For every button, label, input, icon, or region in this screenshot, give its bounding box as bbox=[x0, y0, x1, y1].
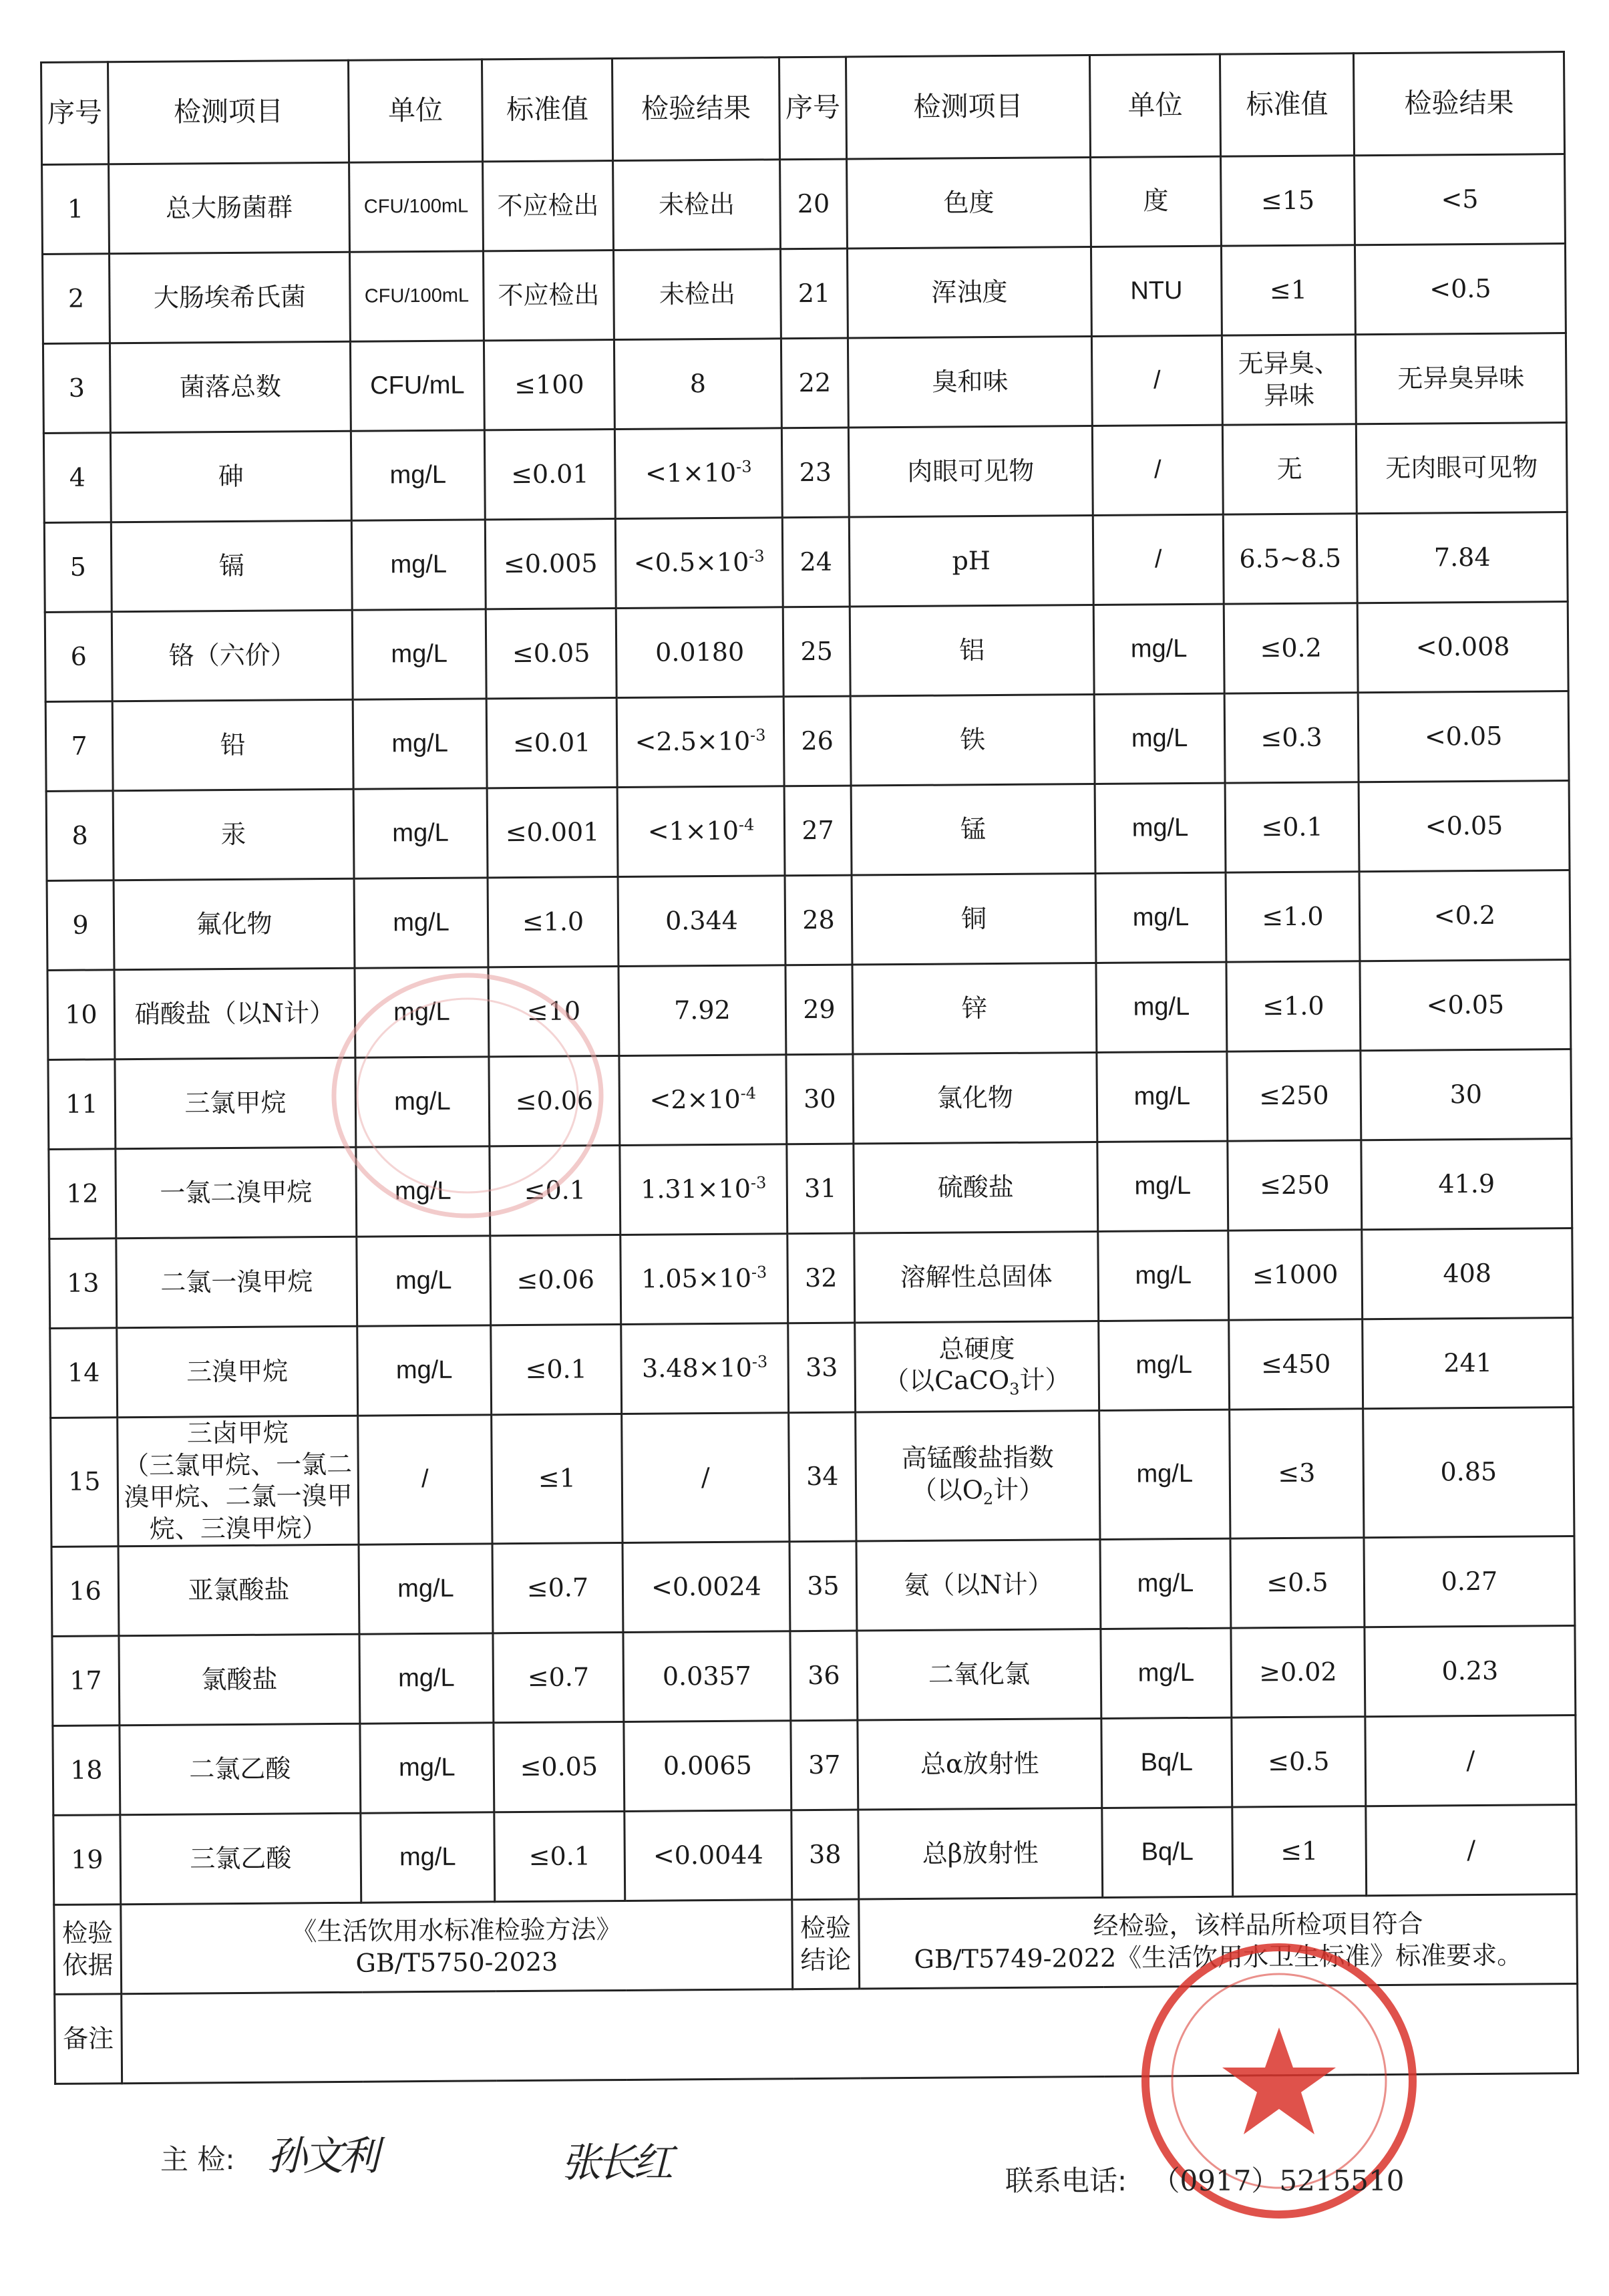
row-standard: ≤0.05 bbox=[486, 609, 616, 699]
row-seq-2: 20 bbox=[780, 159, 848, 249]
row-result-2: <5 bbox=[1355, 154, 1566, 245]
row-standard-2: ≤1 bbox=[1221, 245, 1355, 335]
row-result-exp: -3 bbox=[751, 1352, 768, 1372]
row-unit: mg/L bbox=[351, 430, 485, 520]
row-standard: ≤0.1 bbox=[491, 1324, 622, 1414]
row-unit-2: / bbox=[1093, 514, 1224, 605]
row-item-2: 二氧化氯 bbox=[857, 1629, 1101, 1720]
row-result: <0.0044 bbox=[624, 1810, 792, 1901]
row-seq: 17 bbox=[52, 1636, 120, 1726]
row-result-2: / bbox=[1366, 1805, 1577, 1896]
row-item: 大肠埃希氏菌 bbox=[110, 252, 351, 343]
row-unit: mg/L bbox=[351, 520, 486, 610]
row-result: 未检出 bbox=[613, 160, 781, 251]
row-result-2: 7.84 bbox=[1357, 512, 1568, 603]
table-row bbox=[43, 423, 1567, 523]
basis-label-text: 检验 依据 bbox=[61, 1918, 114, 1980]
inspector-label: 主 检: bbox=[160, 2143, 235, 2176]
row-result-2: <0.05 bbox=[1358, 691, 1569, 782]
row-unit: mg/L bbox=[357, 1236, 491, 1326]
row-result: 0.0357 bbox=[623, 1631, 791, 1722]
row-standard: ≤0.05 bbox=[494, 1721, 624, 1812]
row-standard: ≤0.01 bbox=[486, 697, 617, 788]
row-result bbox=[616, 697, 784, 788]
table-row bbox=[47, 870, 1570, 971]
table-row bbox=[43, 244, 1566, 344]
row-seq-2: 22 bbox=[781, 338, 848, 428]
row-standard-2: ≤0.1 bbox=[1225, 782, 1359, 872]
header-row bbox=[41, 52, 1565, 165]
row-item: 铬（六价） bbox=[112, 610, 353, 701]
row-standard-2: 无异臭、 异味 bbox=[1222, 335, 1356, 425]
row-item: 氟化物 bbox=[114, 878, 355, 970]
row-unit: mg/L bbox=[360, 1723, 494, 1813]
row-item-2: 铝 bbox=[850, 605, 1094, 697]
table-row bbox=[52, 1626, 1576, 1726]
col-seq: 序号 bbox=[41, 62, 109, 165]
row-seq: 10 bbox=[47, 970, 115, 1060]
row-item-2-line2 bbox=[860, 1474, 1096, 1510]
row-seq-2: 33 bbox=[788, 1323, 856, 1413]
row-standard: ≤0.1 bbox=[490, 1145, 620, 1235]
row-item-2: pH bbox=[849, 516, 1093, 607]
row-result: 8 bbox=[614, 339, 781, 430]
row-unit: CFU/100mL bbox=[349, 162, 484, 252]
table-row bbox=[48, 1049, 1572, 1150]
inspector-signature-text: 孙文利 bbox=[267, 2133, 375, 2180]
row-standard: ≤1.0 bbox=[488, 876, 618, 967]
basis-text bbox=[121, 1900, 793, 1994]
faint-stamp-icon bbox=[314, 962, 621, 1229]
phone-label: 联系电话: bbox=[1005, 2164, 1127, 2197]
conclusion-label bbox=[792, 1899, 860, 1989]
row-result-exp: -3 bbox=[750, 1173, 767, 1193]
row-seq: 14 bbox=[50, 1328, 118, 1418]
row-standard: ≤0.06 bbox=[489, 1055, 620, 1146]
row-unit: mg/L bbox=[359, 1544, 493, 1634]
row-item-2: 色度 bbox=[847, 158, 1091, 249]
row-standard-2: 无 bbox=[1222, 424, 1357, 514]
row-standard: ≤100 bbox=[484, 340, 614, 430]
row-seq: 15 bbox=[51, 1418, 118, 1547]
row-item-2-line2a: （以CaCO bbox=[884, 1365, 1010, 1396]
row-seq: 9 bbox=[47, 880, 114, 971]
row-standard-2: ≤250 bbox=[1227, 1051, 1361, 1141]
row-standard: ≤0.005 bbox=[485, 519, 616, 609]
basis-line-1: 《生活饮用水标准检验方法》 bbox=[291, 1914, 622, 1947]
basis-line-2: GB/T5750-2023 bbox=[355, 1947, 558, 1978]
row-item-2-sub: 2 bbox=[982, 1489, 994, 1508]
row-result bbox=[619, 1055, 787, 1146]
row-item-2: 浑浊度 bbox=[847, 247, 1091, 339]
row-result-base: 1.05×10 bbox=[641, 1263, 752, 1294]
row-unit: CFU/100mL bbox=[350, 251, 484, 341]
row-seq: 5 bbox=[44, 522, 112, 613]
row-seq-2: 37 bbox=[791, 1720, 858, 1810]
row-result: 0.344 bbox=[618, 876, 785, 967]
conclusion-line-2: GB/T5749-2022《生活饮用水卫生标准》标准要求。 bbox=[914, 1940, 1523, 1974]
row-seq: 16 bbox=[51, 1546, 119, 1637]
row-unit-2: 度 bbox=[1091, 156, 1222, 247]
row-unit-2: Bq/L bbox=[1102, 1807, 1233, 1897]
row-item-2-line1: 高锰酸盐指数 bbox=[901, 1442, 1054, 1474]
row-seq: 12 bbox=[49, 1149, 116, 1239]
row-item: 二氯乙酸 bbox=[120, 1724, 361, 1815]
row-seq: 7 bbox=[45, 701, 113, 792]
col-item-2: 检测项目 bbox=[846, 55, 1090, 160]
row-item: 硝酸盐（以N计） bbox=[114, 968, 355, 1059]
phone-value: （0917）5215510 bbox=[1151, 2164, 1405, 2197]
row-standard: ≤0.1 bbox=[494, 1811, 625, 1901]
row-seq-2: 35 bbox=[789, 1541, 857, 1631]
row-unit: mg/L bbox=[353, 788, 488, 878]
row-result-2: <0.05 bbox=[1360, 960, 1571, 1051]
table-row bbox=[53, 1805, 1577, 1905]
row-unit: mg/L bbox=[354, 878, 488, 968]
col-item: 检测项目 bbox=[108, 60, 349, 164]
row-item-2: 硫酸盐 bbox=[854, 1142, 1098, 1233]
row-seq-2: 21 bbox=[780, 249, 848, 339]
row-item: 氯酸盐 bbox=[119, 1634, 360, 1726]
conclusion-line-1: 经检验，该样品所检项目符合 bbox=[1093, 1909, 1423, 1941]
row-item: 三氯甲烷 bbox=[115, 1057, 356, 1149]
row-result-base: 1.31×10 bbox=[641, 1174, 751, 1204]
results-table bbox=[40, 51, 1579, 2085]
table-row bbox=[49, 1228, 1573, 1329]
row-item: 砷 bbox=[110, 431, 351, 522]
col-unit: 单位 bbox=[348, 59, 482, 162]
row-seq: 11 bbox=[48, 1059, 116, 1150]
row-unit: mg/L bbox=[357, 1325, 492, 1416]
row-item: 一氯二溴甲烷 bbox=[116, 1147, 357, 1239]
row-item-2: 氨（以N计） bbox=[856, 1539, 1101, 1631]
table-row bbox=[46, 781, 1570, 881]
row-result-base: 3.48×10 bbox=[641, 1353, 753, 1383]
row-standard: ≤0.06 bbox=[490, 1235, 621, 1325]
row-item: 三卤甲烷 （三氯甲烷、一氯二溴甲烷、二氯一溴甲烷、三溴甲烷） bbox=[118, 1416, 359, 1546]
row-unit-2: mg/L bbox=[1099, 1320, 1230, 1410]
col-unit-2: 单位 bbox=[1089, 54, 1220, 157]
row-result: 0.0065 bbox=[624, 1721, 791, 1812]
row-unit: mg/L bbox=[355, 1057, 490, 1147]
row-unit-2: mg/L bbox=[1100, 1538, 1231, 1629]
row-standard-2: ≤0.3 bbox=[1224, 693, 1359, 783]
table-row bbox=[42, 154, 1566, 255]
row-seq-2: 27 bbox=[784, 786, 852, 876]
reviewer-signature-text: 张长红 bbox=[561, 2140, 669, 2186]
row-seq-2: 30 bbox=[786, 1054, 854, 1144]
row-result-2: 0.23 bbox=[1365, 1626, 1576, 1717]
col-standard: 标准值 bbox=[482, 59, 612, 162]
row-result-2: 0.85 bbox=[1363, 1408, 1574, 1538]
footer-inspector bbox=[160, 2138, 235, 2178]
row-seq-2: 24 bbox=[782, 517, 850, 607]
row-unit-2: mg/L bbox=[1093, 604, 1224, 694]
row-standard-2: ≤1000 bbox=[1228, 1230, 1363, 1320]
row-result-exp: -3 bbox=[749, 546, 765, 566]
conclusion-label-text: 检验 结论 bbox=[799, 1913, 852, 1975]
row-item-2 bbox=[856, 1410, 1100, 1541]
row-seq-2: 38 bbox=[791, 1810, 859, 1900]
row-result-base: <1×10 bbox=[645, 458, 737, 488]
row-unit-2: mg/L bbox=[1095, 872, 1226, 963]
row-result-2: <0.05 bbox=[1359, 781, 1570, 872]
row-result-2: <0.5 bbox=[1355, 244, 1566, 335]
row-standard: ≤1 bbox=[492, 1414, 622, 1543]
row-seq: 13 bbox=[49, 1239, 117, 1329]
row-result bbox=[614, 428, 782, 519]
row-seq-2: 29 bbox=[785, 965, 853, 1055]
results-body bbox=[42, 154, 1577, 1905]
table-row bbox=[45, 602, 1568, 702]
row-item-2: 锰 bbox=[851, 784, 1095, 876]
row-standard: 不应检出 bbox=[483, 161, 614, 251]
row-seq-2: 28 bbox=[785, 875, 852, 965]
row-item-2: 总α放射性 bbox=[858, 1718, 1102, 1810]
row-item: 三氯乙酸 bbox=[120, 1813, 361, 1905]
row-seq: 18 bbox=[53, 1726, 120, 1816]
row-result-exp: -3 bbox=[751, 1263, 767, 1283]
row-item-2: 肉眼可见物 bbox=[848, 426, 1093, 518]
row-item-2: 总β放射性 bbox=[858, 1808, 1103, 1899]
col-standard-2: 标准值 bbox=[1220, 53, 1354, 156]
row-seq: 1 bbox=[42, 164, 110, 255]
row-item: 二氯一溴甲烷 bbox=[116, 1237, 357, 1328]
col-result: 检验结果 bbox=[612, 57, 779, 161]
row-unit-2: mg/L bbox=[1098, 1231, 1229, 1321]
row-result-exp: -3 bbox=[736, 457, 752, 477]
row-seq-2: 36 bbox=[790, 1631, 858, 1721]
row-item-2: 溶解性总固体 bbox=[854, 1231, 1099, 1323]
row-standard-2: ≤15 bbox=[1221, 156, 1355, 246]
row-standard: ≤10 bbox=[488, 966, 619, 1056]
row-result-2: <0.008 bbox=[1357, 602, 1568, 693]
row-unit-2: mg/L bbox=[1095, 783, 1226, 873]
row-unit-2: / bbox=[1092, 425, 1223, 515]
row-result-2: 无异臭异味 bbox=[1355, 333, 1566, 424]
row-item-2-sub: 3 bbox=[1009, 1379, 1020, 1399]
row-result: 0.0180 bbox=[616, 607, 783, 698]
table-row bbox=[51, 1408, 1574, 1547]
row-item-2-line2b: 计） bbox=[1019, 1365, 1071, 1396]
row-standard: ≤0.7 bbox=[493, 1632, 624, 1722]
row-result-base: <2.5×10 bbox=[635, 726, 751, 757]
row-result: 未检出 bbox=[613, 249, 781, 340]
row-unit-2: mg/L bbox=[1097, 1141, 1228, 1231]
row-seq-2: 32 bbox=[787, 1233, 855, 1323]
row-result-2: <0.2 bbox=[1359, 870, 1570, 961]
row-unit-2: NTU bbox=[1091, 246, 1222, 336]
remarks-label: 备注 bbox=[55, 1994, 122, 2084]
row-item-2: 臭和味 bbox=[848, 337, 1092, 428]
row-standard-2: ≤250 bbox=[1228, 1140, 1362, 1231]
row-unit: / bbox=[358, 1415, 492, 1544]
row-result-exp: -4 bbox=[740, 1084, 757, 1104]
row-result-base: <0.5×10 bbox=[633, 547, 749, 578]
row-unit: mg/L bbox=[356, 1146, 490, 1237]
row-standard-2: ≤0.5 bbox=[1232, 1717, 1366, 1807]
row-seq-2: 25 bbox=[783, 607, 850, 697]
report-sheet bbox=[40, 51, 1577, 2085]
row-seq-2: 26 bbox=[783, 696, 851, 786]
row-standard-2: ≤1.0 bbox=[1226, 872, 1360, 962]
table-row bbox=[43, 333, 1566, 434]
row-result: / bbox=[622, 1413, 789, 1543]
row-unit: mg/L bbox=[361, 1812, 495, 1903]
row-result-exp: -4 bbox=[738, 815, 755, 835]
row-unit-2: mg/L bbox=[1099, 1410, 1230, 1539]
row-result-2: / bbox=[1365, 1715, 1576, 1806]
row-seq: 8 bbox=[46, 791, 114, 881]
footer-phone bbox=[1005, 2159, 1404, 2199]
row-standard: ≤0.01 bbox=[484, 430, 615, 520]
row-unit-2: Bq/L bbox=[1101, 1717, 1232, 1808]
row-item-2: 铁 bbox=[850, 695, 1095, 786]
row-standard-2: ≤3 bbox=[1230, 1409, 1364, 1538]
row-result-exp: -3 bbox=[750, 725, 766, 746]
row-result-2: 41.9 bbox=[1361, 1139, 1572, 1230]
row-unit-2: mg/L bbox=[1096, 962, 1227, 1052]
row-unit: mg/L bbox=[353, 699, 487, 789]
row-item-2-line2a: （以O bbox=[911, 1475, 984, 1505]
row-seq: 6 bbox=[45, 612, 112, 702]
row-standard-2: ≥0.02 bbox=[1231, 1627, 1365, 1717]
row-item-2-line2b: 计） bbox=[993, 1474, 1045, 1505]
row-standard: ≤0.7 bbox=[492, 1542, 623, 1633]
row-seq-2: 34 bbox=[789, 1412, 856, 1542]
row-result-2: 0.27 bbox=[1364, 1536, 1575, 1627]
row-item-2: 氯化物 bbox=[853, 1052, 1097, 1144]
row-seq: 19 bbox=[53, 1815, 121, 1905]
row-result-2: 241 bbox=[1363, 1318, 1574, 1409]
row-seq: 4 bbox=[43, 433, 111, 523]
row-unit: mg/L bbox=[352, 609, 486, 699]
col-result-2: 检验结果 bbox=[1353, 52, 1564, 156]
row-unit-2: mg/L bbox=[1101, 1628, 1232, 1718]
table-row bbox=[44, 512, 1568, 613]
row-seq: 3 bbox=[43, 343, 110, 434]
table-row bbox=[53, 1715, 1576, 1816]
inspector-signature bbox=[267, 2124, 375, 2182]
table-row bbox=[49, 1139, 1572, 1239]
row-result bbox=[615, 518, 783, 609]
col-seq-2: 序号 bbox=[779, 57, 846, 160]
row-seq-2: 31 bbox=[787, 1144, 854, 1234]
row-item: 三溴甲烷 bbox=[117, 1326, 358, 1418]
row-unit: mg/L bbox=[355, 967, 489, 1057]
row-standard-2: ≤1 bbox=[1232, 1806, 1367, 1897]
table-row bbox=[47, 960, 1571, 1060]
row-item: 镉 bbox=[111, 520, 352, 612]
row-unit-2: / bbox=[1091, 335, 1222, 426]
row-standard: 不应检出 bbox=[483, 251, 614, 341]
row-standard-2: ≤0.2 bbox=[1224, 603, 1358, 693]
row-result: <0.0024 bbox=[622, 1542, 790, 1633]
row-result-2: 无肉眼可见物 bbox=[1356, 423, 1567, 514]
row-seq: 2 bbox=[43, 254, 110, 344]
row-item: 总大肠菌群 bbox=[109, 162, 350, 254]
row-standard: ≤0.001 bbox=[487, 787, 618, 877]
row-unit-2: mg/L bbox=[1097, 1051, 1228, 1142]
row-unit: CFU/mL bbox=[350, 341, 484, 431]
row-seq-2: 23 bbox=[781, 428, 849, 518]
row-item-2-line2 bbox=[859, 1364, 1095, 1400]
row-unit: mg/L bbox=[359, 1633, 494, 1724]
row-item-2: 铜 bbox=[852, 873, 1096, 965]
row-standard-2: ≤0.5 bbox=[1230, 1538, 1365, 1628]
row-result bbox=[620, 1144, 787, 1235]
row-standard-2: ≤450 bbox=[1229, 1319, 1363, 1410]
row-item-2-line1: 总硬度 bbox=[938, 1333, 1015, 1364]
row-result-base: <1×10 bbox=[647, 816, 739, 846]
row-item: 铅 bbox=[112, 699, 353, 791]
row-result-2: 30 bbox=[1361, 1049, 1572, 1140]
table-row bbox=[45, 691, 1569, 792]
basis-label bbox=[54, 1905, 122, 1995]
row-item-2: 锌 bbox=[852, 963, 1097, 1054]
row-result bbox=[617, 786, 785, 877]
table-row bbox=[51, 1536, 1575, 1637]
row-result: 7.92 bbox=[618, 965, 786, 1056]
reviewer-signature bbox=[561, 2131, 669, 2188]
row-result-2: 408 bbox=[1362, 1228, 1573, 1319]
row-result bbox=[620, 1234, 788, 1325]
row-standard-2: ≤1.0 bbox=[1226, 961, 1361, 1051]
row-item-2 bbox=[855, 1321, 1099, 1412]
row-unit-2: mg/L bbox=[1094, 693, 1225, 784]
row-item: 菌落总数 bbox=[110, 341, 351, 433]
row-result bbox=[621, 1323, 789, 1414]
row-standard-2: 6.5~8.5 bbox=[1223, 514, 1357, 604]
row-result-base: <2×10 bbox=[649, 1084, 741, 1115]
row-item: 汞 bbox=[113, 789, 354, 880]
table-row bbox=[50, 1318, 1574, 1418]
row-item: 亚氯酸盐 bbox=[118, 1544, 359, 1636]
